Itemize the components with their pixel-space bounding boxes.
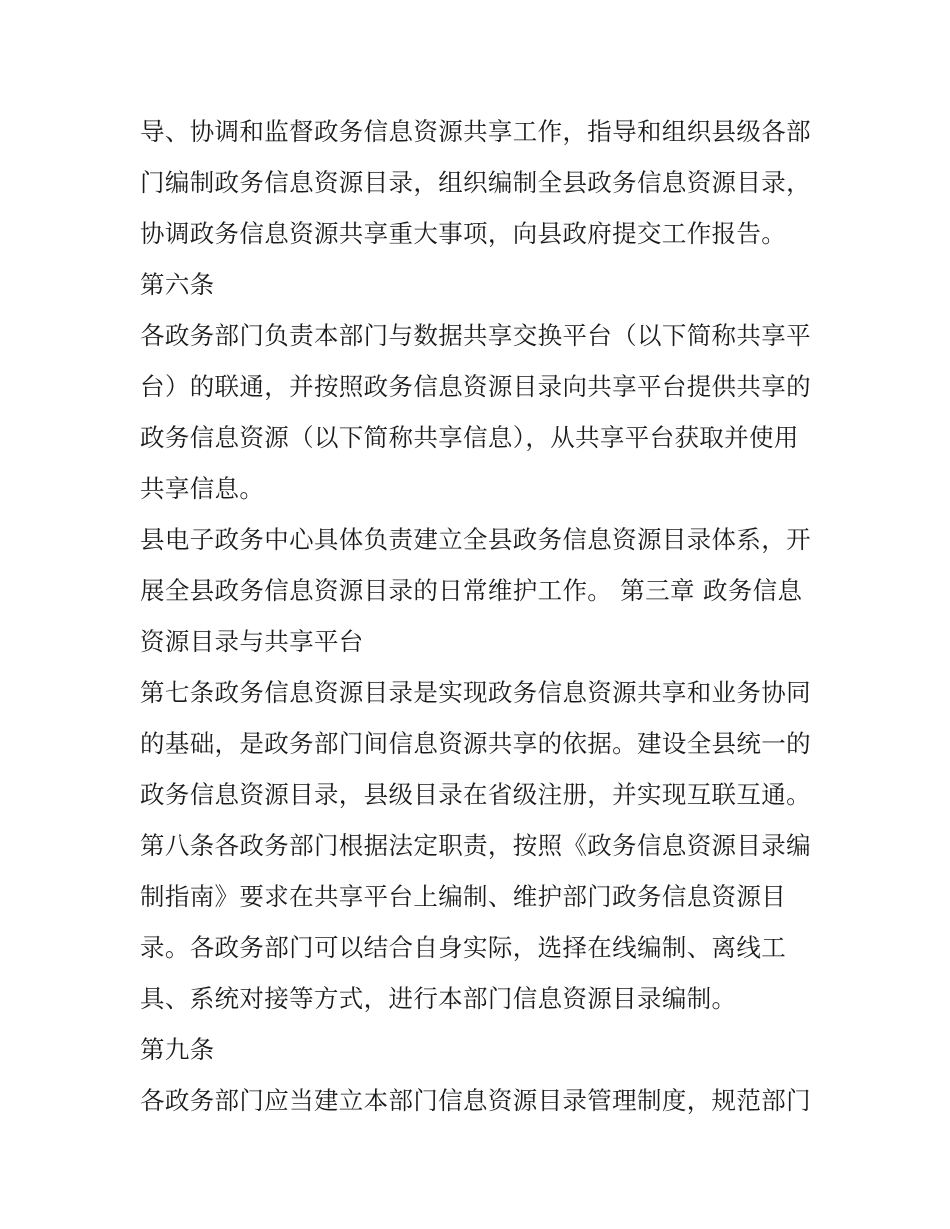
text-line: 政务信息资源（以下简称共享信息），从共享平台获取并使用 [140,423,799,452]
text-line: 制指南》要求在共享平台上编制、维护部门政务信息资源目 [140,882,787,911]
text-line: 第七条政务信息资源目录是实现政务信息资源共享和业务协同 [140,678,811,707]
text-line: 各政务部门应当建立本部门信息资源目录管理制度，规范部门 [140,1086,811,1115]
article-heading: 第九条 [140,1035,215,1064]
text-line: 的基础，是政务部门间信息资源共享的依据。建设全县统一的 [140,729,811,758]
document-body [140,106,812,1126]
text-line: 资源目录与共享平台 [140,627,364,656]
text-line: 政务信息资源目录，县级目录在省级注册，并实现互联互通。 [140,780,811,809]
text-line: 门编制政务信息资源目录，组织编制全县政务信息资源目录， [140,168,811,197]
text-line: 台）的联通，并按照政务信息资源目录向共享平台提供共享的 [140,372,811,401]
text-line: 展全县政务信息资源目录的日常维护工作。 第三章 政务信息 [140,576,803,605]
text-line: 各政务部门负责本部门与数据共享交换平台（以下简称共享平 [140,321,811,350]
article-heading: 第六条 [140,270,215,299]
text-line: 录。各政务部门可以结合自身实际，选择在线编制、离线工 [140,933,787,962]
text-line: 县电子政务中心具体负责建立全县政务信息资源目录体系，开 [140,525,811,554]
text-line: 导、协调和监督政务信息资源共享工作，指导和组织县级各部 [140,117,811,146]
text-line: 第八条各政务部门根据法定职责，按照《政务信息资源目录编 [140,831,811,860]
text-line: 协调政务信息资源共享重大事项，向县政府提交工作报告。 [140,219,787,248]
text-line: 共享信息。 [140,474,265,503]
text-line: 具、系统对接等方式，进行本部门信息资源目录编制。 [140,984,737,1013]
